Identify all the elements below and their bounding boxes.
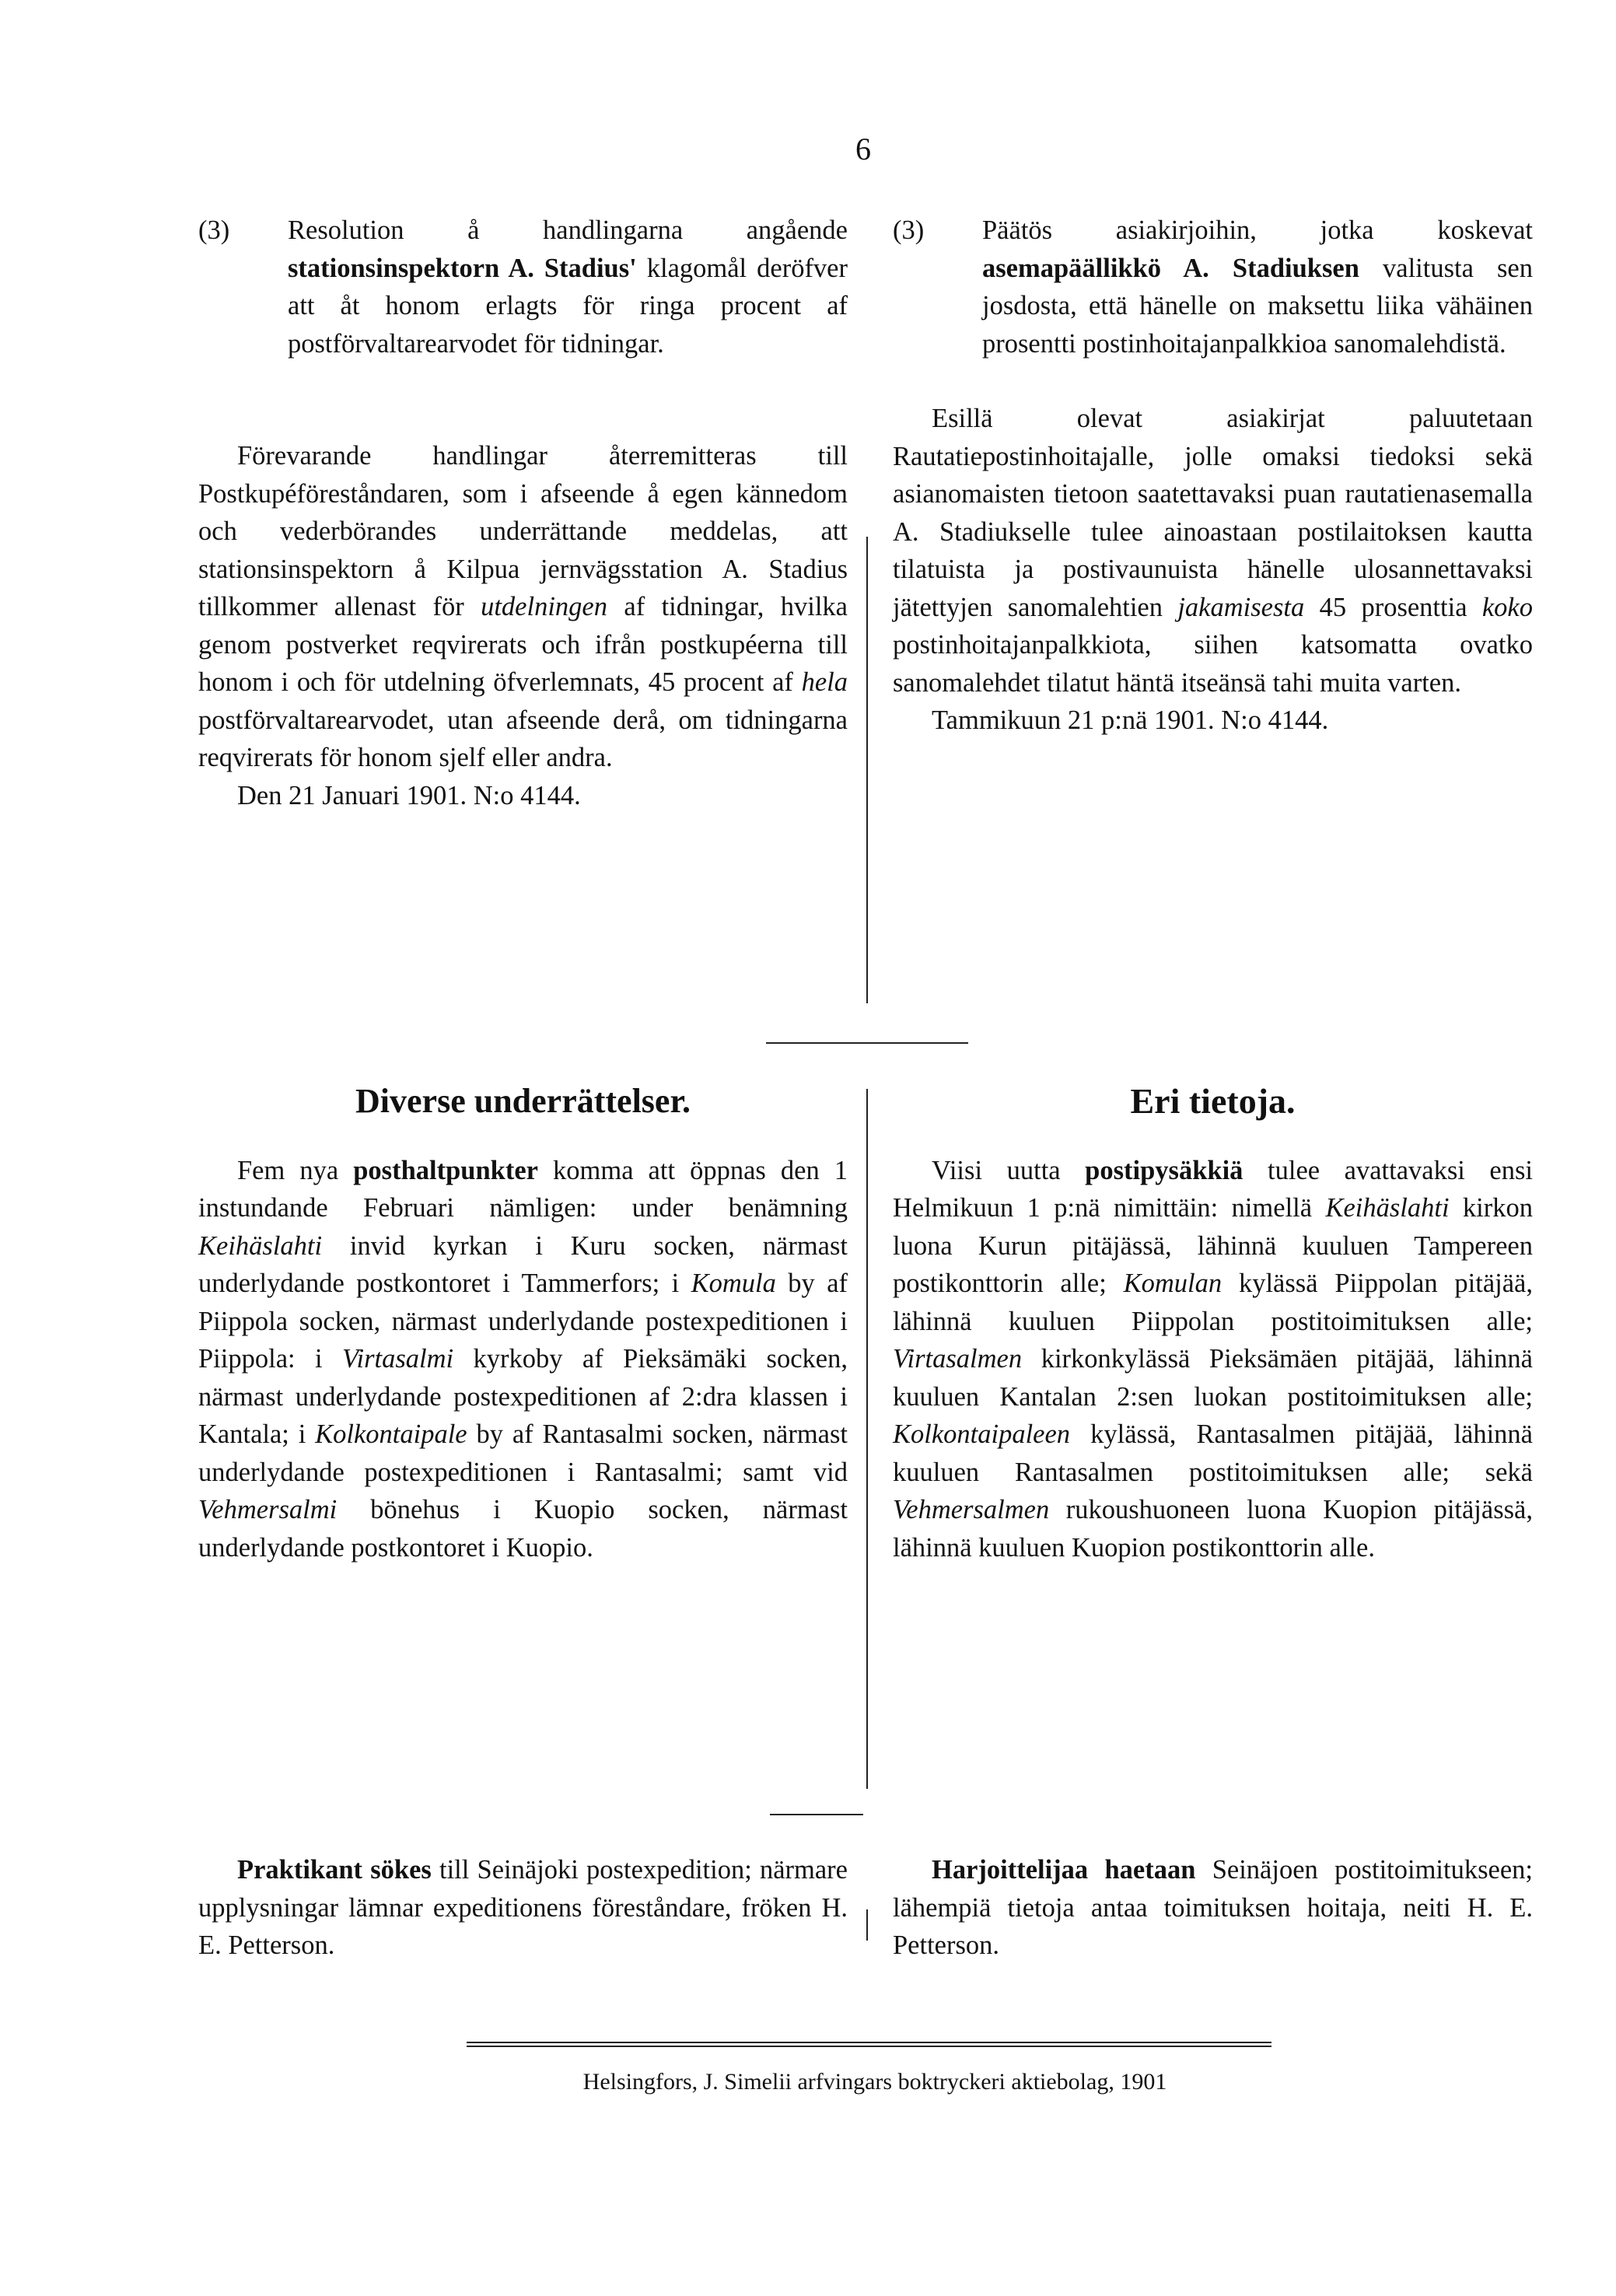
trainee-wanted-swedish — [198, 1851, 848, 1965]
section-separator — [766, 1042, 968, 1044]
resolution-swedish — [198, 212, 848, 814]
section-separator — [770, 1814, 863, 1815]
notices-swedish-body: Fem nya posthaltpunkter komma att öppnas den 1 instundande Februari nämligen: under benämning Keihäslahti invid kyrkan i Kuru socken, närmast underlydande postkontoret i Tammerfors; i Komula by af Piippola socken, närmast underlydande postexpeditionen i Piippola: i Virtasalmi kyrkoby af Pieksämäki socken, närmast underlydande postexpeditionen af 2:dra klassen i Kantala; i Kolkontaipale by af Rantasalmi socken, närmast underlydande postexpeditionen i Rantasalmi; samt vid Vehmersalmi bönehus i Kuopio socken, närmast underlydande postkontoret i Kuopio. — [198, 1155, 848, 1563]
resolution-finnish — [893, 212, 1533, 740]
item-number: (3) — [893, 215, 925, 245]
item-number: (3) — [198, 215, 230, 245]
trainee-wanted-finnish — [893, 1851, 1533, 1965]
column-divider — [866, 537, 868, 1003]
notices-finnish — [893, 1083, 1533, 1566]
notices-swedish-heading: Diverse underrättelser. — [355, 1082, 691, 1120]
footer-rule — [467, 2046, 1271, 2047]
resolution-finnish-date: Tammikuun 21 p:nä 1901. N:o 4144. — [932, 705, 1329, 735]
printer-imprint: Helsingfors, J. Simelii arfvingars boktryckeri aktiebolag, 1901 — [582, 2069, 1167, 2095]
resolution-finnish-body: Esillä olevat asiakirjat paluutetaan Rautatiepostinhoitajalle, jolle omaksi tiedoksi sekä asianomaisten tietoon saatettavaksi puan rautatienasemalla A. Stadiukselle tulee ainoastaan postilaitoksen kautta tilatuista ja postivaunuista hänelle ulosannettavaksi jätettyjen sanomalehtien jakamisesta 45 prosenttia koko postinhoitajanpalkkiota, siihen katsomatta ovatko sanomalehdet tilatut häntä itseänsä tahi muita varten. — [893, 404, 1533, 698]
notices-swedish — [198, 1083, 848, 1566]
notices-finnish-body: Viisi uutta postipysäkkiä tulee avattavaksi ensi Helmikuun 1 p:nä nimittäin: nimellä Keihäslahti kirkon luona Kurun pitäjässä, lähinnä kuuluen Tampereen postikonttorin alle; Komulan kylässä Piippolan pitäjää, lähinnä kuuluen Piippolan postitoimituksen alle; Virtasalmen kirkonkylässä Pieksämäen pitäjää, lähinnä kuuluen Kantalan 2:sen luokan postitoimituksen alle; Kolkontaipaleen kylässä, Rantasalmen pitäjää, lähinnä kuuluen Rantasalmen postitoimituksen alle; sekä Vehmersalmen rukoushuoneen luona Kuopion pitäjässä, lähinnä kuuluen Kuopion postikonttorin alle. — [893, 1155, 1533, 1563]
footer-rule — [467, 2042, 1271, 2043]
resolution-swedish-date: Den 21 Januari 1901. N:o 4144. — [237, 780, 581, 810]
trainee-wanted-finnish-body: Harjoittelijaa haetaan Seinäjoen postitoimitukseen; lähempiä tietoja antaa toimituksen hoitaja, neiti H. E. Petterson. — [893, 1855, 1533, 1960]
resolution-finnish-heading: (3) Päätös asiakirjoihin, jotka koskevat asemapäällikkö A. Stadiuksen valitusta sen josdosta, että hänelle on maksettu liika vähäinen prosentti postinhoitajanpalkkioa sanomalehdistä. — [893, 212, 1533, 362]
column-divider — [866, 1909, 868, 1941]
notices-finnish-heading: Eri tietoja. — [1130, 1081, 1296, 1121]
resolution-swedish-heading: (3) Resolution å handlingarna angående stationsinspektorn A. Stadius' klagomål deröfver att åt honom erlagts för ringa procent af postförvaltarearvodet för tidningar. — [198, 212, 848, 362]
trainee-wanted-swedish-body: Praktikant sökes till Seinäjoki postexpedition; närmare upplysningar lämnar expeditionens föreståndare, fröken H. E. Petterson. — [198, 1855, 848, 1960]
column-divider — [866, 1089, 868, 1789]
page-number: 6 — [855, 131, 871, 166]
resolution-swedish-body: Förevarande handlingar återremitteras till Postkupéföreståndaren, som i afseende å egen kännedom och vederbörandes underrättande meddelas, att stationsinspektorn å Kilpua jernvägsstation A. Stadius tillkommer allenast för utdelningen af tidningar, hvilka genom postverket reqvirerats och ifrån postkupéerna till honom i och för utdelning öfverlemnats, 45 procent af hela postförvaltarearvodet, utan afseende derå, om tidningarna reqvirerats för honom sjelf eller andra. — [198, 441, 848, 772]
